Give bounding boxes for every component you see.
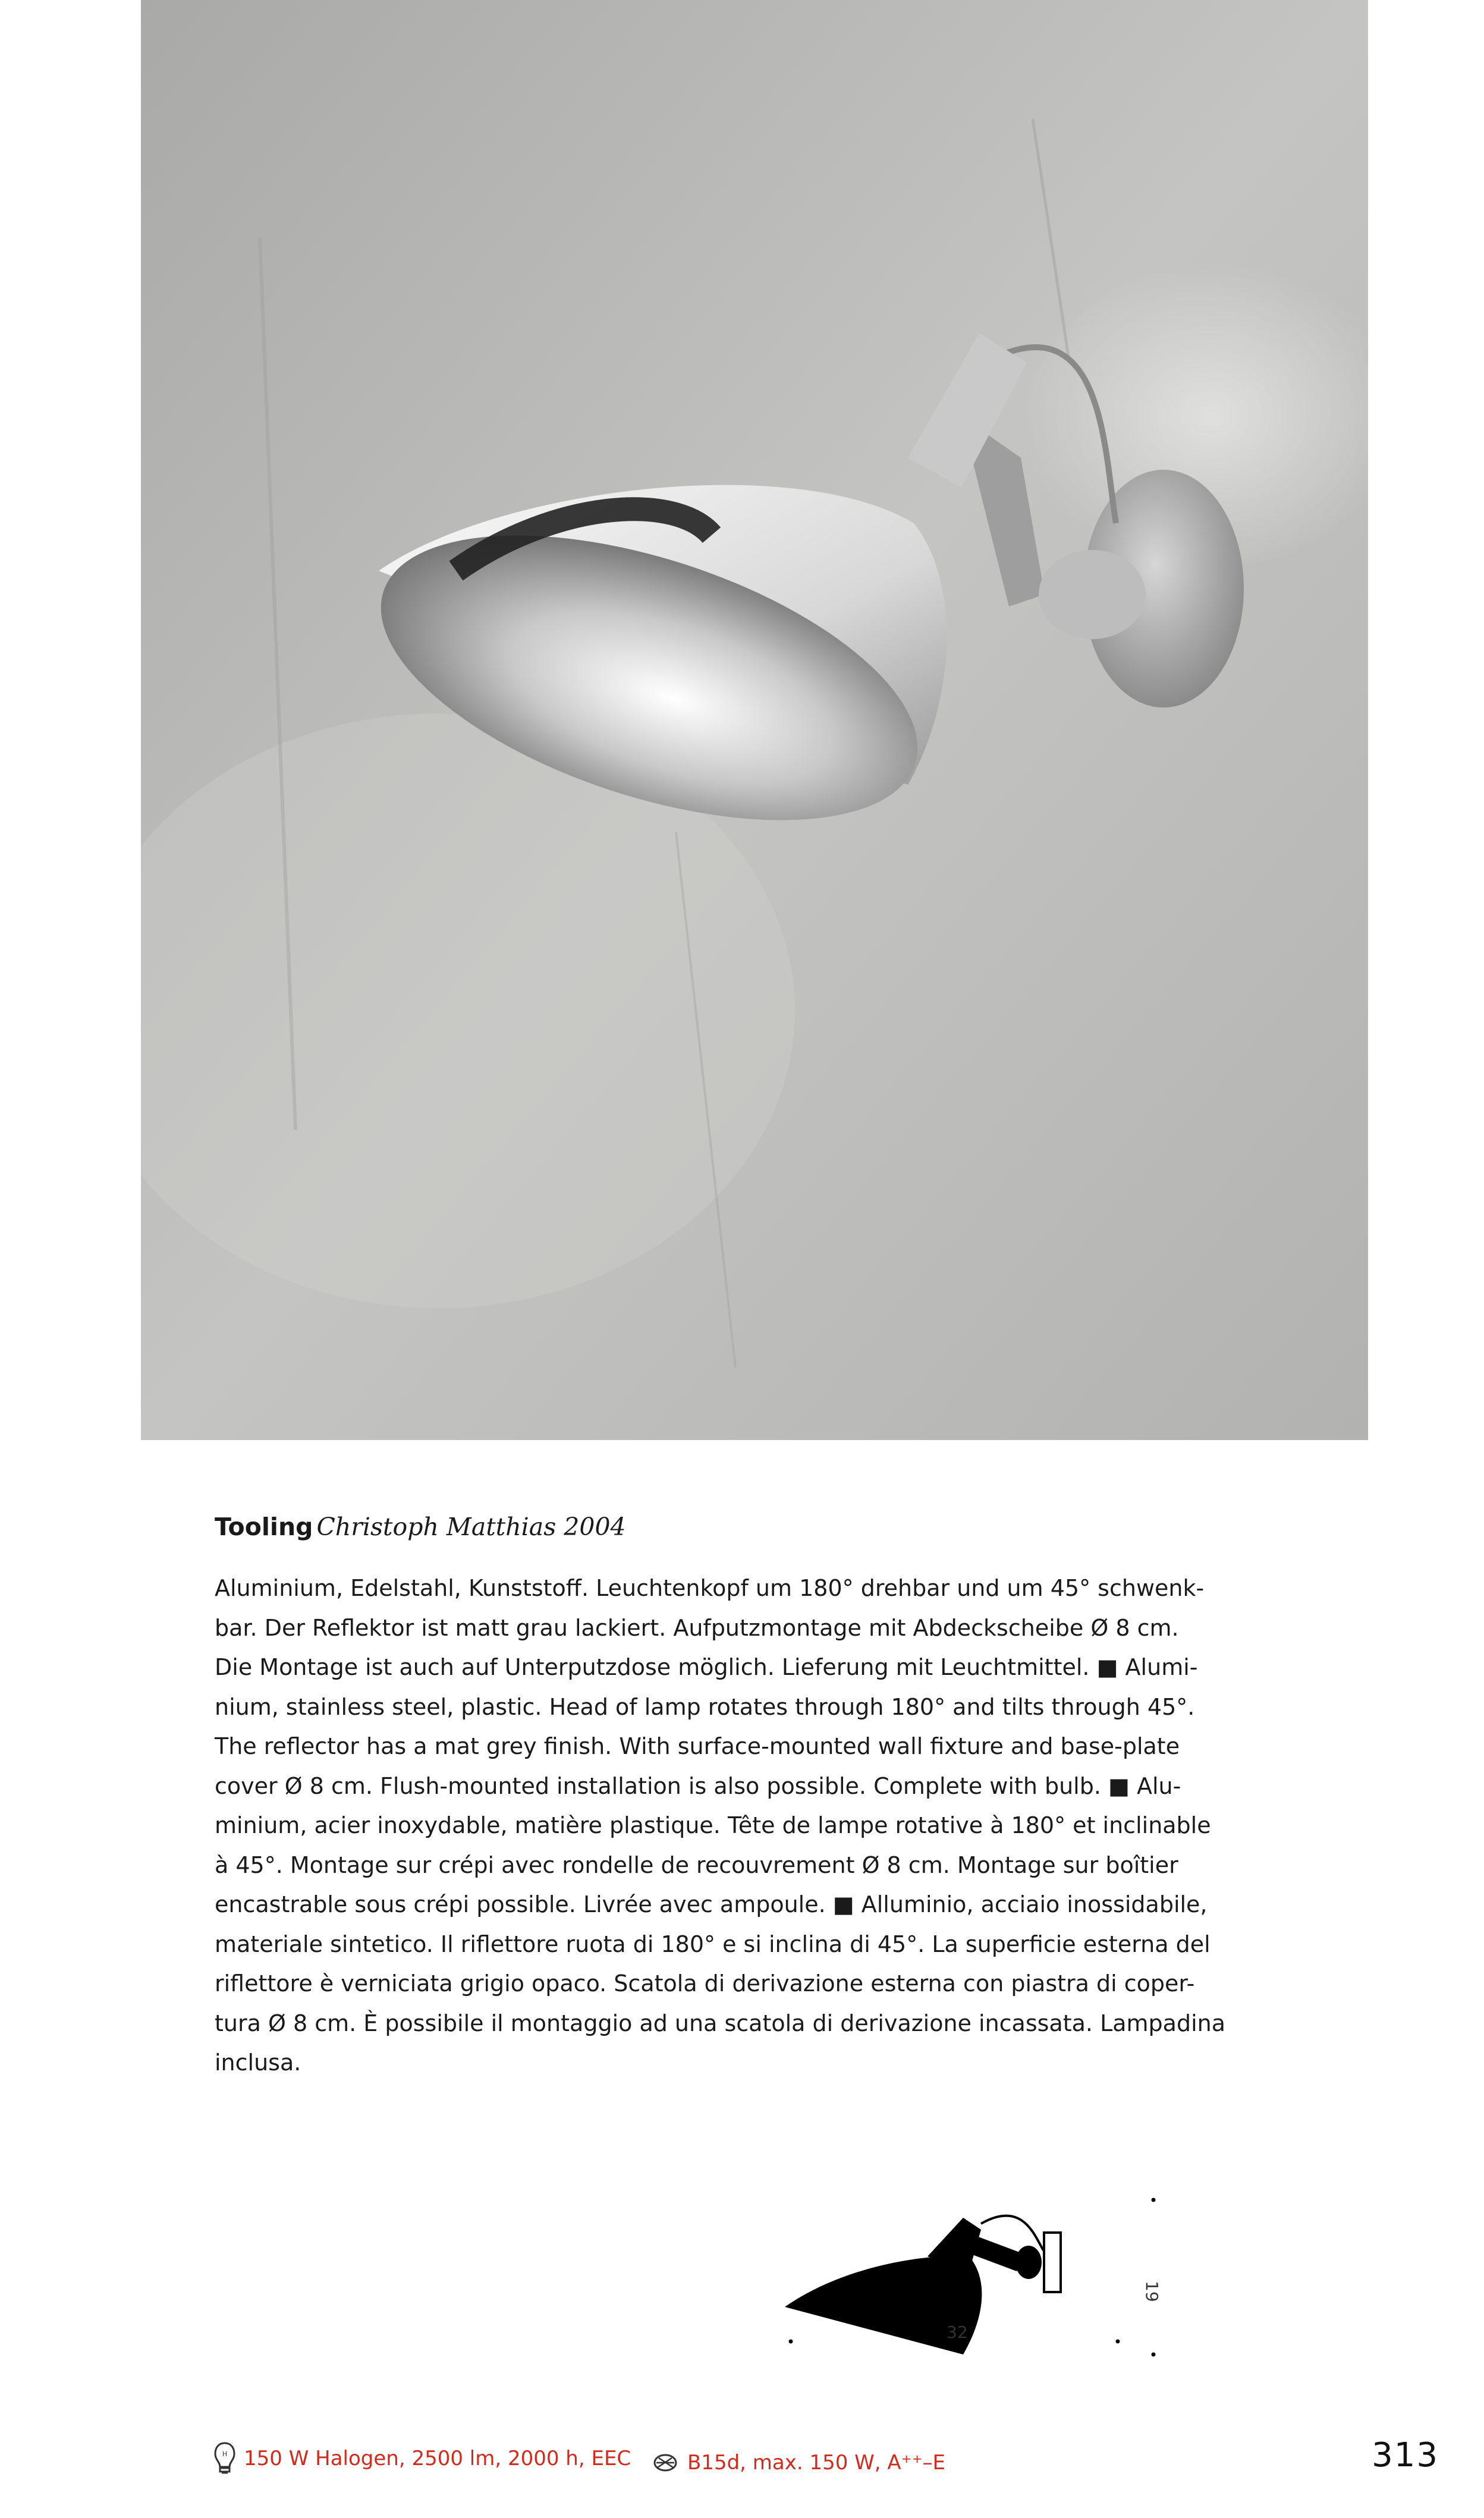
description-line: nium, stainless steel, plastic. Head of lamp rotates through 180° and tilts through 45°. xyxy=(215,1693,1195,1720)
socket-spec xyxy=(652,2442,945,2484)
product-heading xyxy=(215,1509,626,1545)
description-line: Aluminium, Edelstahl, Kunststoff. Leuchtenkopf um 180° drehbar und um 45° schwenk- xyxy=(215,1575,1205,1601)
bulb-icon xyxy=(214,2441,235,2476)
description-line: tura Ø 8 cm. È possibile il montaggio ad una scatola di derivazione incassata. Lampadina xyxy=(215,2010,1225,2036)
description-line: materiale sintetico. Il riflettore ruota di 180° e si inclina di 45°. La superficie esterna del xyxy=(215,1931,1211,1957)
spec-footer xyxy=(214,2438,1344,2479)
description-line: bar. Der Reflektor ist matt grau lackiert. Aufputzmontage mit Abdeckscheibe Ø 8 cm. xyxy=(215,1614,1179,1641)
product-name: Tooling xyxy=(215,1513,313,1541)
dimension-height: 19 xyxy=(1142,2281,1162,2302)
description-line: The reflector has a mat grey finish. With surface-mounted wall fixture and base-plate xyxy=(215,1733,1180,1759)
svg-text:H: H xyxy=(222,2450,228,2458)
page-number: 313 xyxy=(1372,2436,1439,2475)
product-photo xyxy=(141,0,1368,1440)
description-line: encastrable sous crépi possible. Livrée avec ampoule. ■ Alluminio, acciaio inossidabile, xyxy=(215,1891,1208,1917)
description-line: à 45°. Montage sur crépi avec rondelle de recouvrement Ø 8 cm. Montage sur boîtier xyxy=(215,1851,1178,1878)
description-line: cover Ø 8 cm. Flush-mounted installation is also possible. Complete with bulb. ■ Alu- xyxy=(215,1772,1181,1799)
description-line: minium, acier inoxydable, matière plastique. Tête de lampe rotative à 180° et inclinable xyxy=(215,1812,1211,1838)
product-description xyxy=(215,1568,1225,2083)
dimension-width: 32 xyxy=(947,2322,968,2342)
socket-spec-text: B15d, max. 150 W, A⁺⁺–E xyxy=(687,2451,946,2475)
lamp-spec-text: 150 W Halogen, 2500 lm, 2000 h, EEC xyxy=(244,2447,631,2470)
description-line: inclusa. xyxy=(215,2049,301,2076)
description-line: Die Montage ist auch auf Unterputzdose möglich. Lieferung mit Leuchtmittel. ■ Alumi- xyxy=(215,1654,1198,1680)
socket-icon xyxy=(652,2449,679,2476)
description-line: riflettore è verniciata grigio opaco. Scatola di derivazione esterna con piastra di coper- xyxy=(215,1970,1195,1997)
product-designer: Christoph Matthias 2004 xyxy=(316,1513,626,1541)
lamp-spec xyxy=(214,2438,631,2479)
dimension-drawing xyxy=(773,2129,1201,2378)
